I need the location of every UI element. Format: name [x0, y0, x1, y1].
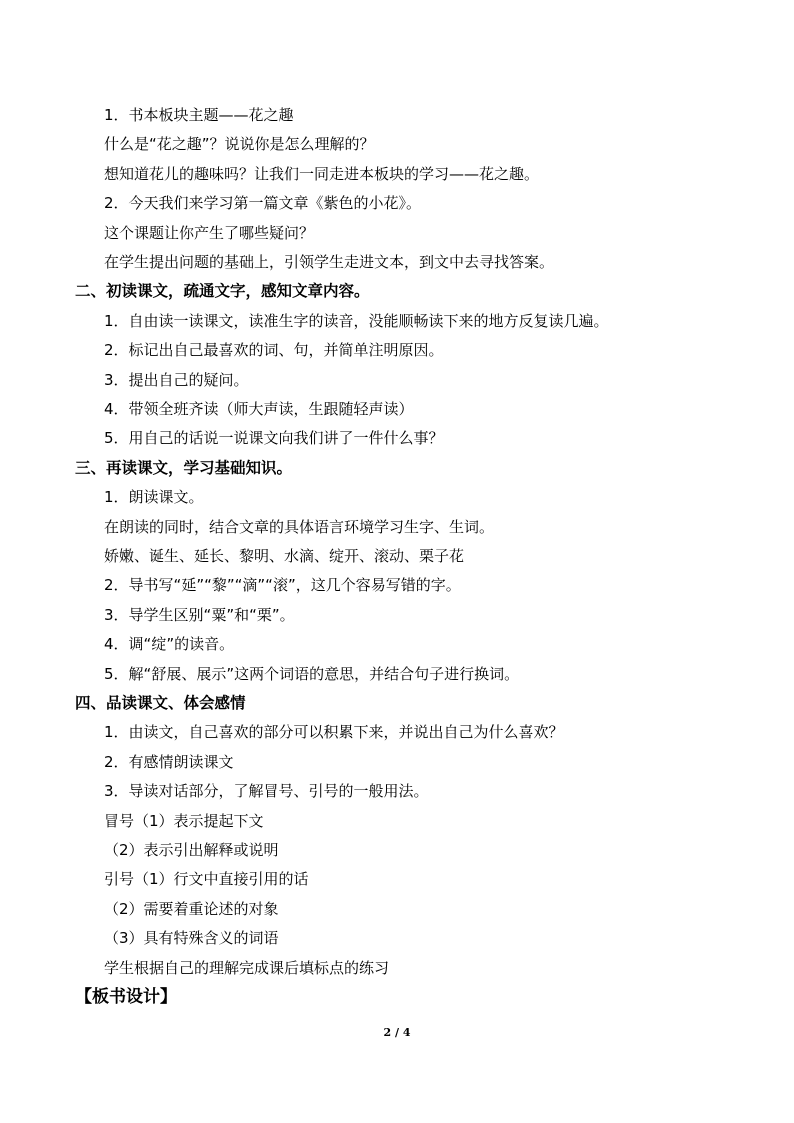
question-what-is-flower-fun: 什么是“花之趣”？说说你是怎么理解的？	[104, 135, 375, 153]
colon-usage-1: 冒号（1）表示提起下文	[104, 812, 264, 830]
board-design-title: 【板书设计】	[75, 987, 177, 1007]
item-word-meaning: 5．解“舒展、展示”这两个词语的意思，并结合句子进行换词。	[104, 665, 520, 683]
item-first-article: 2．今天我们来学习第一篇文章《紫色的小花》。	[104, 194, 422, 212]
intro-flower-fun: 想知道花儿的趣味吗？让我们一同走进本板块的学习——花之趣。	[104, 165, 540, 183]
exercise-note: 学生根据自己的理解完成课后填标点的练习	[104, 959, 390, 977]
heading-appreciate: 四、品读课文、体会感情	[75, 694, 246, 712]
learn-new-words: 在朗读的同时，结合文章的具体语言环境学习生字、生词。	[104, 518, 495, 536]
quote-usage-3: （3）具有特殊含义的词语	[104, 929, 279, 947]
item-distinguish-chars: 3．导学生区别“粟”和“栗”。	[104, 606, 295, 624]
colon-usage-2: （2）表示引出解释或说明	[104, 841, 279, 859]
page-number: 2 / 4	[383, 1026, 411, 1039]
heading-reread: 三、再读课文，学习基础知识。	[75, 459, 293, 477]
item-mark-favorites: 2．标记出自己最喜欢的词、句，并简单注明原因。	[104, 341, 444, 359]
item-read-aloud: 1．朗读课文。	[104, 488, 204, 506]
item-retell: 5．用自己的话说一说课文向我们讲了一件什么事？	[104, 429, 444, 447]
item-book-theme: 1．书本板块主题——花之趣	[104, 106, 294, 124]
quote-usage-2: （2）需要着重论述的对象	[104, 900, 279, 918]
item-free-reading: 1．自由读一读课文，读准生字的读音，没能顺畅读下来的地方反复读几遍。	[104, 312, 609, 330]
question-doubts: 这个课题让你产生了哪些疑问？	[104, 224, 315, 242]
vocabulary-list: 娇嫩、诞生、延长、黎明、水滴、绽开、滚动、栗子花	[104, 547, 465, 565]
item-class-reading: 4．带领全班齐读（师大声读，生跟随轻声读）	[104, 400, 414, 418]
item-favorite-parts: 1．由读文，自己喜欢的部分可以积累下来，并说出自己为什么喜欢？	[104, 723, 564, 741]
item-pronunciation: 4．调“绽”的读音。	[104, 635, 235, 653]
quote-usage-1: 引号（1）行文中直接引用的话	[104, 870, 309, 888]
heading-first-reading: 二、初读课文，疏通文字，感知文章内容。	[75, 282, 370, 300]
guide-students-text: 在学生提出问题的基础上，引领学生走进文本，到文中去寻找答案。	[104, 253, 555, 271]
item-raise-questions: 3．提出自己的疑问。	[104, 371, 249, 389]
item-punctuation-usage: 3．导读对话部分，了解冒号、引号的一般用法。	[104, 782, 429, 800]
item-emotional-reading: 2．有感情朗读课文	[104, 753, 234, 771]
item-writing-guide: 2．导书写“延”“黎”“滴”“滚”，这几个容易写错的字。	[104, 576, 461, 594]
